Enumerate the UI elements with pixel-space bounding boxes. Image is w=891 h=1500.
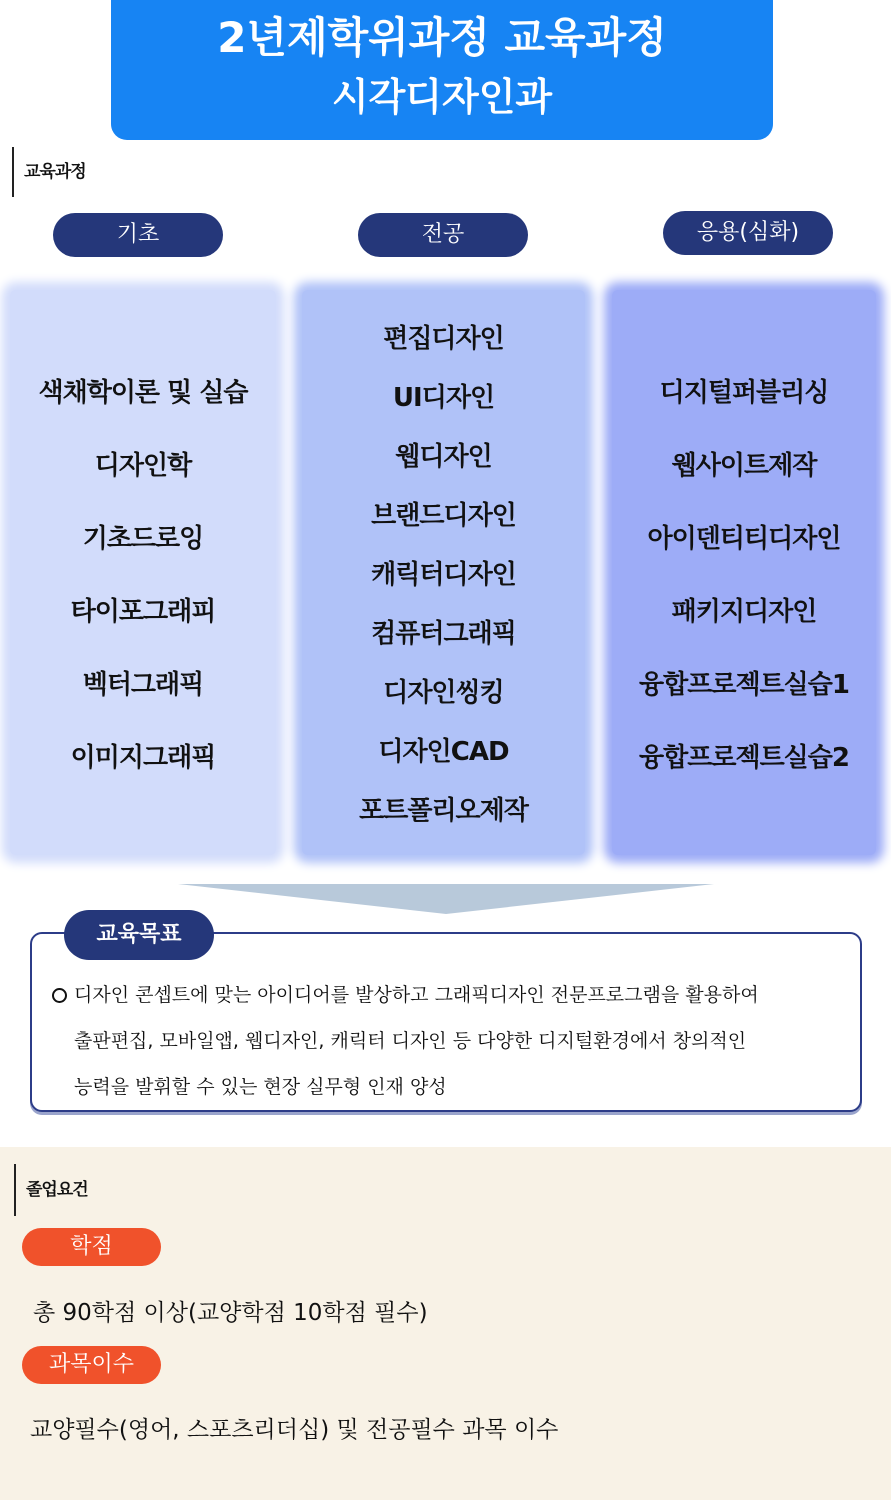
category-pill-basic: 기초: [53, 213, 223, 257]
course-item: 타이포그래피: [70, 596, 216, 627]
title-banner: [111, 0, 773, 140]
goal-line: 디자인 콘셉트에 맞는 아이디어를 발상하고 그래픽디자인 전문프로그램을 활용하여: [74, 984, 759, 1006]
graduation-heading: 졸업요건: [14, 1164, 88, 1216]
course-column-basic: [10, 290, 276, 855]
course-column-major: [302, 290, 585, 855]
curriculum-heading: 교육과정: [12, 147, 86, 197]
circle-bullet-icon: [52, 988, 67, 1003]
course-item: 디지털퍼블리싱: [659, 377, 829, 408]
page-title: 2년제학위과정 교육과정: [217, 13, 667, 62]
goal-line: 출판편집, 모바일앱, 웹디자인, 캐릭터 디자인 등 다양한 디지털환경에서 창의적인: [74, 1030, 747, 1052]
course-item: 웹디자인: [395, 442, 492, 472]
course-column-advanced: [612, 290, 876, 855]
course-item: 캐릭터디자인: [371, 560, 516, 590]
course-item: 편집디자인: [383, 324, 504, 354]
course-item: 색채학이론 및 실습: [38, 377, 248, 408]
education-goal-text: [52, 972, 852, 1110]
education-goal-label: 교육목표: [64, 910, 214, 960]
course-item: 융합프로젝트실습1: [638, 669, 850, 700]
category-pill-major: 전공: [358, 213, 528, 257]
credits-text: 총 90학점 이상(교양학점 10학점 필수): [33, 1300, 428, 1326]
course-item: 벡터그래픽: [82, 669, 204, 700]
page-subtitle: 시각디자인과: [331, 75, 553, 119]
course-item: 브랜드디자인: [371, 501, 516, 531]
course-item: 패키지디자인: [671, 596, 817, 627]
down-arrow-icon: [178, 884, 714, 916]
course-item: 디자인CAD: [378, 737, 509, 767]
courses-text: 교양필수(영어, 스포츠리더십) 및 전공필수 과목 이수: [30, 1417, 559, 1443]
course-item: 포트폴리오제작: [359, 796, 528, 826]
course-item: UI디자인: [392, 383, 495, 413]
course-item: 컴퓨터그래픽: [371, 619, 516, 649]
course-item: 디자인학: [94, 450, 192, 481]
course-item: 융합프로젝트실습2: [638, 742, 850, 773]
courses-pill: 과목이수: [22, 1346, 161, 1384]
goal-line: 능력을 발휘할 수 있는 현장 실무형 인재 양성: [74, 1076, 447, 1098]
course-item: 아이덴티티디자인: [647, 523, 841, 554]
course-item: 이미지그래픽: [70, 742, 216, 773]
course-item: 디자인씽킹: [383, 678, 504, 708]
course-item: 기초드로잉: [82, 523, 204, 554]
graduation-section: [0, 1147, 891, 1500]
course-item: 웹사이트제작: [671, 450, 817, 481]
category-pill-advanced: 응용(심화): [663, 211, 833, 255]
credits-pill: 학점: [22, 1228, 161, 1266]
